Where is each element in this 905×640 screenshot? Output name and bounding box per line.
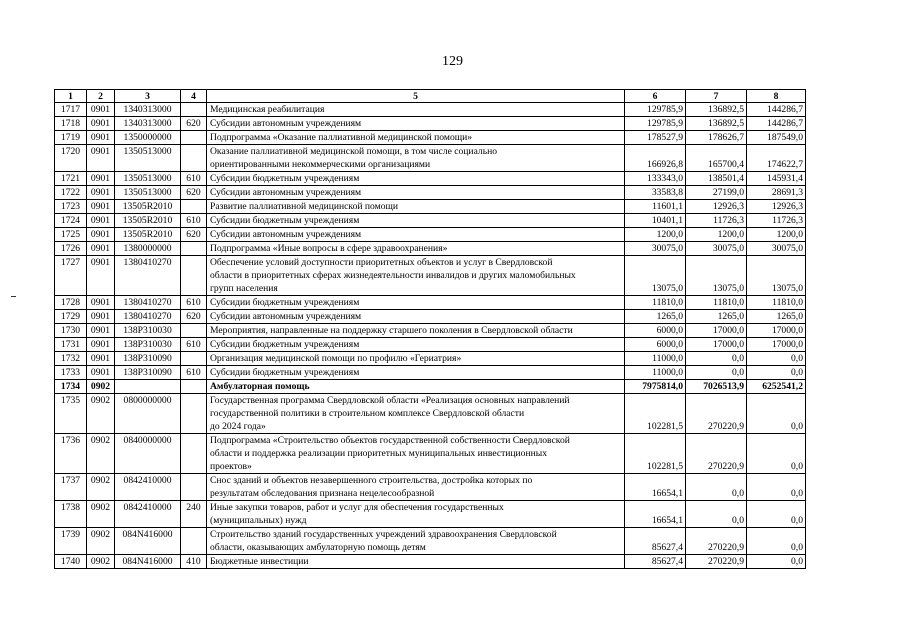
table-row <box>55 352 806 366</box>
row-number-cell: 1721 <box>55 172 87 186</box>
amount-2022-cell: 133343,0 <box>625 172 686 186</box>
target-code-cell <box>115 380 181 394</box>
table-row <box>55 186 806 200</box>
item-name-cell: Мероприятия, направленные на поддержку старшего поколения в Свердловской области <box>207 324 625 338</box>
table-row <box>55 256 806 296</box>
item-name-cell: Субсидии автономным учреждениям <box>207 310 625 324</box>
table-row <box>55 296 806 310</box>
amount-2022-cell: 11601,1 <box>625 200 686 214</box>
row-number-cell: 1731 <box>55 338 87 352</box>
row-number-cell: 1724 <box>55 214 87 228</box>
table-row <box>55 228 806 242</box>
expense-type-cell <box>181 434 207 474</box>
header-cell: 4 <box>181 90 207 103</box>
expense-type-cell <box>181 242 207 256</box>
section-code-cell: 0901 <box>87 103 115 117</box>
target-code-cell: 13505R2010 <box>115 214 181 228</box>
amount-2022-cell: 11810,0 <box>625 296 686 310</box>
table-row <box>55 242 806 256</box>
expense-type-cell <box>181 528 207 555</box>
amount-2024-cell: 0,0 <box>747 394 806 434</box>
page-number: 129 <box>442 54 463 69</box>
row-number-cell: 1725 <box>55 228 87 242</box>
item-name-cell: Оказание паллиативной медицинской помощи, в том числе социально ориентированными некоммерческими организациями <box>207 145 625 172</box>
amount-2024-cell: 28691,3 <box>747 186 806 200</box>
expense-type-cell: 610 <box>181 338 207 352</box>
row-number-cell: 1719 <box>55 131 87 145</box>
amount-2022-cell: 16654,1 <box>625 501 686 528</box>
item-name-cell: Медицинская реабилитация <box>207 103 625 117</box>
target-code-cell: 0840000000 <box>115 434 181 474</box>
amount-2022-cell: 102281,5 <box>625 394 686 434</box>
section-code-cell: 0901 <box>87 324 115 338</box>
target-code-cell: 1380410270 <box>115 310 181 324</box>
expense-type-cell: 620 <box>181 310 207 324</box>
amount-2024-cell: 174622,7 <box>747 145 806 172</box>
amount-2024-cell: 0,0 <box>747 434 806 474</box>
expense-type-cell: 620 <box>181 186 207 200</box>
item-name-cell: Субсидии бюджетным учреждениям <box>207 338 625 352</box>
amount-2024-cell: 187549,0 <box>747 131 806 145</box>
item-name-cell: Подпрограмма «Иные вопросы в сфере здравоохранения» <box>207 242 625 256</box>
expense-type-cell: 410 <box>181 555 207 569</box>
row-number-cell: 1734 <box>55 380 87 394</box>
amount-2024-cell: 144286,7 <box>747 117 806 131</box>
amount-2022-cell: 129785,9 <box>625 117 686 131</box>
amount-2023-cell: 270220,9 <box>686 528 747 555</box>
row-number-cell: 1737 <box>55 474 87 501</box>
expense-type-cell <box>181 256 207 296</box>
table-row <box>55 117 806 131</box>
table-row <box>55 172 806 186</box>
amount-2022-cell: 1200,0 <box>625 228 686 242</box>
amount-2022-cell: 11000,0 <box>625 366 686 380</box>
section-code-cell: 0901 <box>87 310 115 324</box>
amount-2022-cell: 129785,9 <box>625 103 686 117</box>
expense-type-cell: 620 <box>181 228 207 242</box>
section-code-cell: 0901 <box>87 117 115 131</box>
section-code-cell: 0902 <box>87 528 115 555</box>
amount-2022-cell: 7975814,0 <box>625 380 686 394</box>
header-cell: 5 <box>207 90 625 103</box>
target-code-cell: 1350513000 <box>115 172 181 186</box>
item-name-cell: Бюджетные инвестиции <box>207 555 625 569</box>
target-code-cell: 138P310090 <box>115 352 181 366</box>
amount-2022-cell: 166926,8 <box>625 145 686 172</box>
section-code-cell: 0901 <box>87 200 115 214</box>
target-code-cell: 084N416000 <box>115 528 181 555</box>
section-code-cell: 0901 <box>87 131 115 145</box>
amount-2023-cell: 7026513,9 <box>686 380 747 394</box>
amount-2023-cell: 12926,3 <box>686 200 747 214</box>
amount-2023-cell: 270220,9 <box>686 555 747 569</box>
amount-2022-cell: 11000,0 <box>625 352 686 366</box>
amount-2023-cell: 1265,0 <box>686 310 747 324</box>
table-row <box>55 555 806 569</box>
table-row <box>55 131 806 145</box>
section-code-cell: 0901 <box>87 366 115 380</box>
target-code-cell: 138P310030 <box>115 324 181 338</box>
expense-type-cell <box>181 352 207 366</box>
amount-2023-cell: 178626,7 <box>686 131 747 145</box>
target-code-cell: 1380410270 <box>115 256 181 296</box>
target-code-cell: 1340313000 <box>115 103 181 117</box>
section-code-cell: 0901 <box>87 352 115 366</box>
row-number-cell: 1722 <box>55 186 87 200</box>
item-name-cell: Субсидии бюджетным учреждениям <box>207 366 625 380</box>
amount-2023-cell: 165700,4 <box>686 145 747 172</box>
section-code-cell: 0902 <box>87 555 115 569</box>
row-number-cell: 1733 <box>55 366 87 380</box>
item-name-cell: Субсидии бюджетным учреждениям <box>207 296 625 310</box>
amount-2024-cell: 0,0 <box>747 501 806 528</box>
row-number-cell: 1729 <box>55 310 87 324</box>
item-name-cell: Субсидии бюджетным учреждениям <box>207 214 625 228</box>
row-number-cell: 1723 <box>55 200 87 214</box>
amount-2023-cell: 17000,0 <box>686 324 747 338</box>
target-code-cell: 1350513000 <box>115 145 181 172</box>
amount-2024-cell: 144286,7 <box>747 103 806 117</box>
expense-type-cell <box>181 145 207 172</box>
header-cell: 3 <box>115 90 181 103</box>
target-code-cell: 0842410000 <box>115 474 181 501</box>
amount-2023-cell: 136892,5 <box>686 117 747 131</box>
target-code-cell: 1380410270 <box>115 296 181 310</box>
table-row <box>55 434 806 474</box>
expense-type-cell <box>181 324 207 338</box>
item-name-cell: Субсидии автономным учреждениям <box>207 186 625 200</box>
table-row <box>55 214 806 228</box>
amount-2024-cell: 30075,0 <box>747 242 806 256</box>
expense-type-cell <box>181 394 207 434</box>
amount-2024-cell: 1200,0 <box>747 228 806 242</box>
amount-2024-cell: 1265,0 <box>747 310 806 324</box>
section-code-cell: 0901 <box>87 172 115 186</box>
table-row <box>55 324 806 338</box>
amount-2023-cell: 11810,0 <box>686 296 747 310</box>
section-code-cell: 0901 <box>87 214 115 228</box>
row-number-cell: 1736 <box>55 434 87 474</box>
amount-2022-cell: 6000,0 <box>625 324 686 338</box>
item-name-cell: Подпрограмма «Оказание паллиативной медицинской помощи» <box>207 131 625 145</box>
amount-2023-cell: 136892,5 <box>686 103 747 117</box>
target-code-cell: 0842410000 <box>115 501 181 528</box>
amount-2023-cell: 0,0 <box>686 501 747 528</box>
row-number-cell: 1717 <box>55 103 87 117</box>
amount-2024-cell: 0,0 <box>747 528 806 555</box>
item-name-cell: Обеспечение условий доступности приоритетных объектов и услуг в Свердловской области в приоритетных сферах жизнедеятельности инвалидов и других маломобильных групп населения <box>207 256 625 296</box>
amount-2022-cell: 178527,9 <box>625 131 686 145</box>
table-row <box>55 501 806 528</box>
item-name-cell: Субсидии автономным учреждениям <box>207 117 625 131</box>
amount-2023-cell: 0,0 <box>686 352 747 366</box>
amount-2024-cell: 13075,0 <box>747 256 806 296</box>
section-code-cell: 0901 <box>87 145 115 172</box>
section-code-cell: 0901 <box>87 338 115 352</box>
target-code-cell: 1350000000 <box>115 131 181 145</box>
amount-2023-cell: 1200,0 <box>686 228 747 242</box>
table-row <box>55 394 806 434</box>
section-code-cell: 0902 <box>87 394 115 434</box>
table-row <box>55 366 806 380</box>
amount-2023-cell: 17000,0 <box>686 338 747 352</box>
amount-2023-cell: 270220,9 <box>686 394 747 434</box>
amount-2022-cell: 33583,8 <box>625 186 686 200</box>
target-code-cell: 1350513000 <box>115 186 181 200</box>
amount-2024-cell: 11726,3 <box>747 214 806 228</box>
amount-2024-cell: 17000,0 <box>747 324 806 338</box>
header-cell: 8 <box>747 90 806 103</box>
expense-type-cell <box>181 474 207 501</box>
item-name-cell: Подпрограмма «Строительство объектов государственной собственности Свердловской области и поддержка реализации приоритетных муниципальных инвестиционных проектов» <box>207 434 625 474</box>
expense-type-cell <box>181 103 207 117</box>
row-number-cell: 1726 <box>55 242 87 256</box>
amount-2022-cell: 10401,1 <box>625 214 686 228</box>
item-name-cell: Субсидии автономным учреждениям <box>207 228 625 242</box>
expense-type-cell <box>181 200 207 214</box>
target-code-cell: 1380000000 <box>115 242 181 256</box>
expense-type-cell: 610 <box>181 366 207 380</box>
budget-table <box>54 89 806 569</box>
amount-2024-cell: 17000,0 <box>747 338 806 352</box>
amount-2023-cell: 27199,0 <box>686 186 747 200</box>
expense-type-cell: 620 <box>181 117 207 131</box>
item-name-cell: Организация медицинской помощи по профилю «Гериатрия» <box>207 352 625 366</box>
target-code-cell: 138P310090 <box>115 366 181 380</box>
amount-2022-cell: 16654,1 <box>625 474 686 501</box>
row-number-cell: 1732 <box>55 352 87 366</box>
item-name-cell: Иные закупки товаров, работ и услуг для обеспечения государственных (муниципальных) нужд <box>207 501 625 528</box>
amount-2024-cell: 0,0 <box>747 555 806 569</box>
item-name-cell: Субсидии бюджетным учреждениям <box>207 172 625 186</box>
amount-2024-cell: 6252541,2 <box>747 380 806 394</box>
table-row <box>55 338 806 352</box>
table-row <box>55 474 806 501</box>
amount-2023-cell: 0,0 <box>686 474 747 501</box>
target-code-cell: 138P310030 <box>115 338 181 352</box>
table-row <box>55 528 806 555</box>
header-cell: 2 <box>87 90 115 103</box>
amount-2023-cell: 138501,4 <box>686 172 747 186</box>
section-code-cell: 0901 <box>87 186 115 200</box>
section-code-cell: 0901 <box>87 296 115 310</box>
amount-2023-cell: 11726,3 <box>686 214 747 228</box>
item-name-cell: Развитие паллиативной медицинской помощи <box>207 200 625 214</box>
row-number-cell: 1735 <box>55 394 87 434</box>
section-code-cell: 0902 <box>87 501 115 528</box>
expense-type-cell <box>181 131 207 145</box>
target-code-cell: 13505R2010 <box>115 200 181 214</box>
expense-type-cell: 240 <box>181 501 207 528</box>
section-code-cell: 0902 <box>87 434 115 474</box>
amount-2023-cell: 0,0 <box>686 366 747 380</box>
item-name-cell: Государственная программа Свердловской области «Реализация основных направлений государственной политики в строительном комплексе Свердловской области до 2024 года» <box>207 394 625 434</box>
amount-2024-cell: 0,0 <box>747 474 806 501</box>
amount-2024-cell: 145931,4 <box>747 172 806 186</box>
item-name-cell: Амбулаторная помощь <box>207 380 625 394</box>
amount-2022-cell: 13075,0 <box>625 256 686 296</box>
row-number-cell: 1727 <box>55 256 87 296</box>
section-code-cell: 0901 <box>87 242 115 256</box>
row-number-cell: 1738 <box>55 501 87 528</box>
target-code-cell: 1340313000 <box>115 117 181 131</box>
target-code-cell: 13505R2010 <box>115 228 181 242</box>
table-row <box>55 145 806 172</box>
row-number-cell: 1728 <box>55 296 87 310</box>
section-code-cell: 0901 <box>87 228 115 242</box>
row-number-cell: 1730 <box>55 324 87 338</box>
amount-2024-cell: 0,0 <box>747 366 806 380</box>
table-row <box>55 103 806 117</box>
table-row <box>55 200 806 214</box>
expense-type-cell: 610 <box>181 214 207 228</box>
row-number-cell: 1739 <box>55 528 87 555</box>
amount-2024-cell: 11810,0 <box>747 296 806 310</box>
amount-2022-cell: 85627,4 <box>625 555 686 569</box>
table-row <box>55 310 806 324</box>
expense-type-cell <box>181 380 207 394</box>
amount-2024-cell: 0,0 <box>747 352 806 366</box>
amount-2024-cell: 12926,3 <box>747 200 806 214</box>
table-row <box>55 380 806 394</box>
row-number-cell: 1718 <box>55 117 87 131</box>
table-header-row <box>55 90 806 103</box>
target-code-cell: 084N416000 <box>115 555 181 569</box>
amount-2022-cell: 102281,5 <box>625 434 686 474</box>
header-cell: 6 <box>625 90 686 103</box>
target-code-cell: 0800000000 <box>115 394 181 434</box>
amount-2023-cell: 30075,0 <box>686 242 747 256</box>
row-number-cell: 1740 <box>55 555 87 569</box>
item-name-cell: Строительство зданий государственных учреждений здравоохранения Свердловской области, оказывающих амбулаторную помощь детям <box>207 528 625 555</box>
margin-mark <box>11 296 16 297</box>
row-number-cell: 1720 <box>55 145 87 172</box>
amount-2022-cell: 6000,0 <box>625 338 686 352</box>
amount-2023-cell: 270220,9 <box>686 434 747 474</box>
amount-2023-cell: 13075,0 <box>686 256 747 296</box>
header-cell: 1 <box>55 90 87 103</box>
amount-2022-cell: 30075,0 <box>625 242 686 256</box>
amount-2022-cell: 1265,0 <box>625 310 686 324</box>
item-name-cell: Снос зданий и объектов незавершенного строительства, достройка которых по результатам обследования признана нецелесообразной <box>207 474 625 501</box>
section-code-cell: 0902 <box>87 380 115 394</box>
section-code-cell: 0901 <box>87 256 115 296</box>
amount-2022-cell: 85627,4 <box>625 528 686 555</box>
expense-type-cell: 610 <box>181 172 207 186</box>
expense-type-cell: 610 <box>181 296 207 310</box>
section-code-cell: 0902 <box>87 474 115 501</box>
header-cell: 7 <box>686 90 747 103</box>
